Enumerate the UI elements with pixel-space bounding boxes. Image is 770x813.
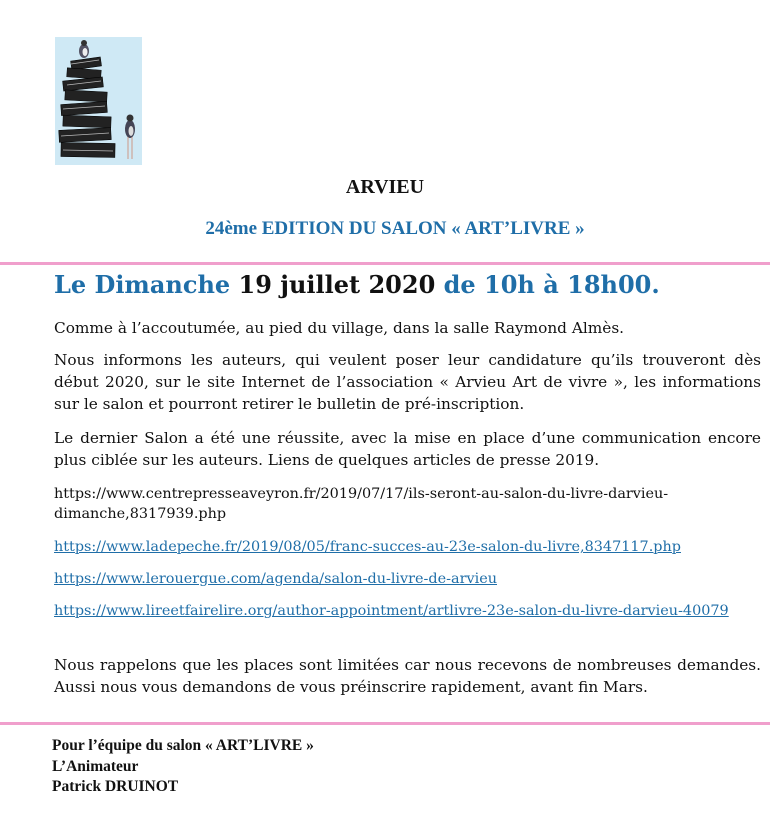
paragraph-location: Comme à l’accoutumée, au pied du village, dans la salle Raymond Almès. xyxy=(54,319,625,337)
headline-prefix: Le Dimanche xyxy=(54,270,239,299)
event-subtitle: 24ème EDITION DU SALON « ART’LIVRE » xyxy=(205,218,585,239)
divider-top xyxy=(0,262,770,265)
paragraph-success: Le dernier Salon a été une réussite, avec la mise en place d’une communication encore plus ciblée sur les auteurs. Liens de quelques articles de presse 2019. xyxy=(54,429,761,469)
press-link-centrepresse: https://www.centrepresseaveyron.fr/2019/07/17/ils-seront-au-salon-du-livre-darvieu-dimanche,8317939.php xyxy=(54,486,669,522)
stack-of-books-with-birds-icon xyxy=(55,37,142,165)
divider-bottom xyxy=(0,722,770,725)
signature-name: Patrick DRUINOT xyxy=(52,778,179,795)
event-date-headline xyxy=(54,270,660,299)
signature-role: L’Animateur xyxy=(52,757,139,775)
signature-team: Pour l’équipe du salon « ART’LIVRE » xyxy=(52,737,314,754)
page-title: ARVIEU xyxy=(345,176,425,198)
paragraph-reminder: Nous rappelons que les places sont limitées car nous recevons de nombreuses demandes. Aussi nous vous demandons de vous préinscrire rapidement, avant fin Mars. xyxy=(54,656,761,696)
headline-date: 19 juillet 2020 xyxy=(238,270,436,299)
logo xyxy=(55,37,142,165)
signature-block xyxy=(52,736,314,798)
press-link-lerouergue[interactable]: https://www.lerouergue.com/agenda/salon-du-livre-de-arvieu xyxy=(54,571,497,587)
headline-hours: de 10h à 18h00. xyxy=(435,270,660,299)
press-link-ladepeche[interactable]: https://www.ladepeche.fr/2019/08/05/franc-succes-au-23e-salon-du-livre,8347117.php xyxy=(54,539,681,555)
press-link-lireetfairelire[interactable]: https://www.lireetfairelire.org/author-appointment/artlivre-23e-salon-du-livre-darvieu-40079 xyxy=(54,603,729,619)
paragraph-candidature: Nous informons les auteurs, qui veulent poser leur candidature qu’ils trouveront dès début 2020, sur le site Internet de l’association « Arvieu Art de vivre », les informations sur le salon et pourront retirer le bulletin de pré-inscription. xyxy=(54,351,761,413)
